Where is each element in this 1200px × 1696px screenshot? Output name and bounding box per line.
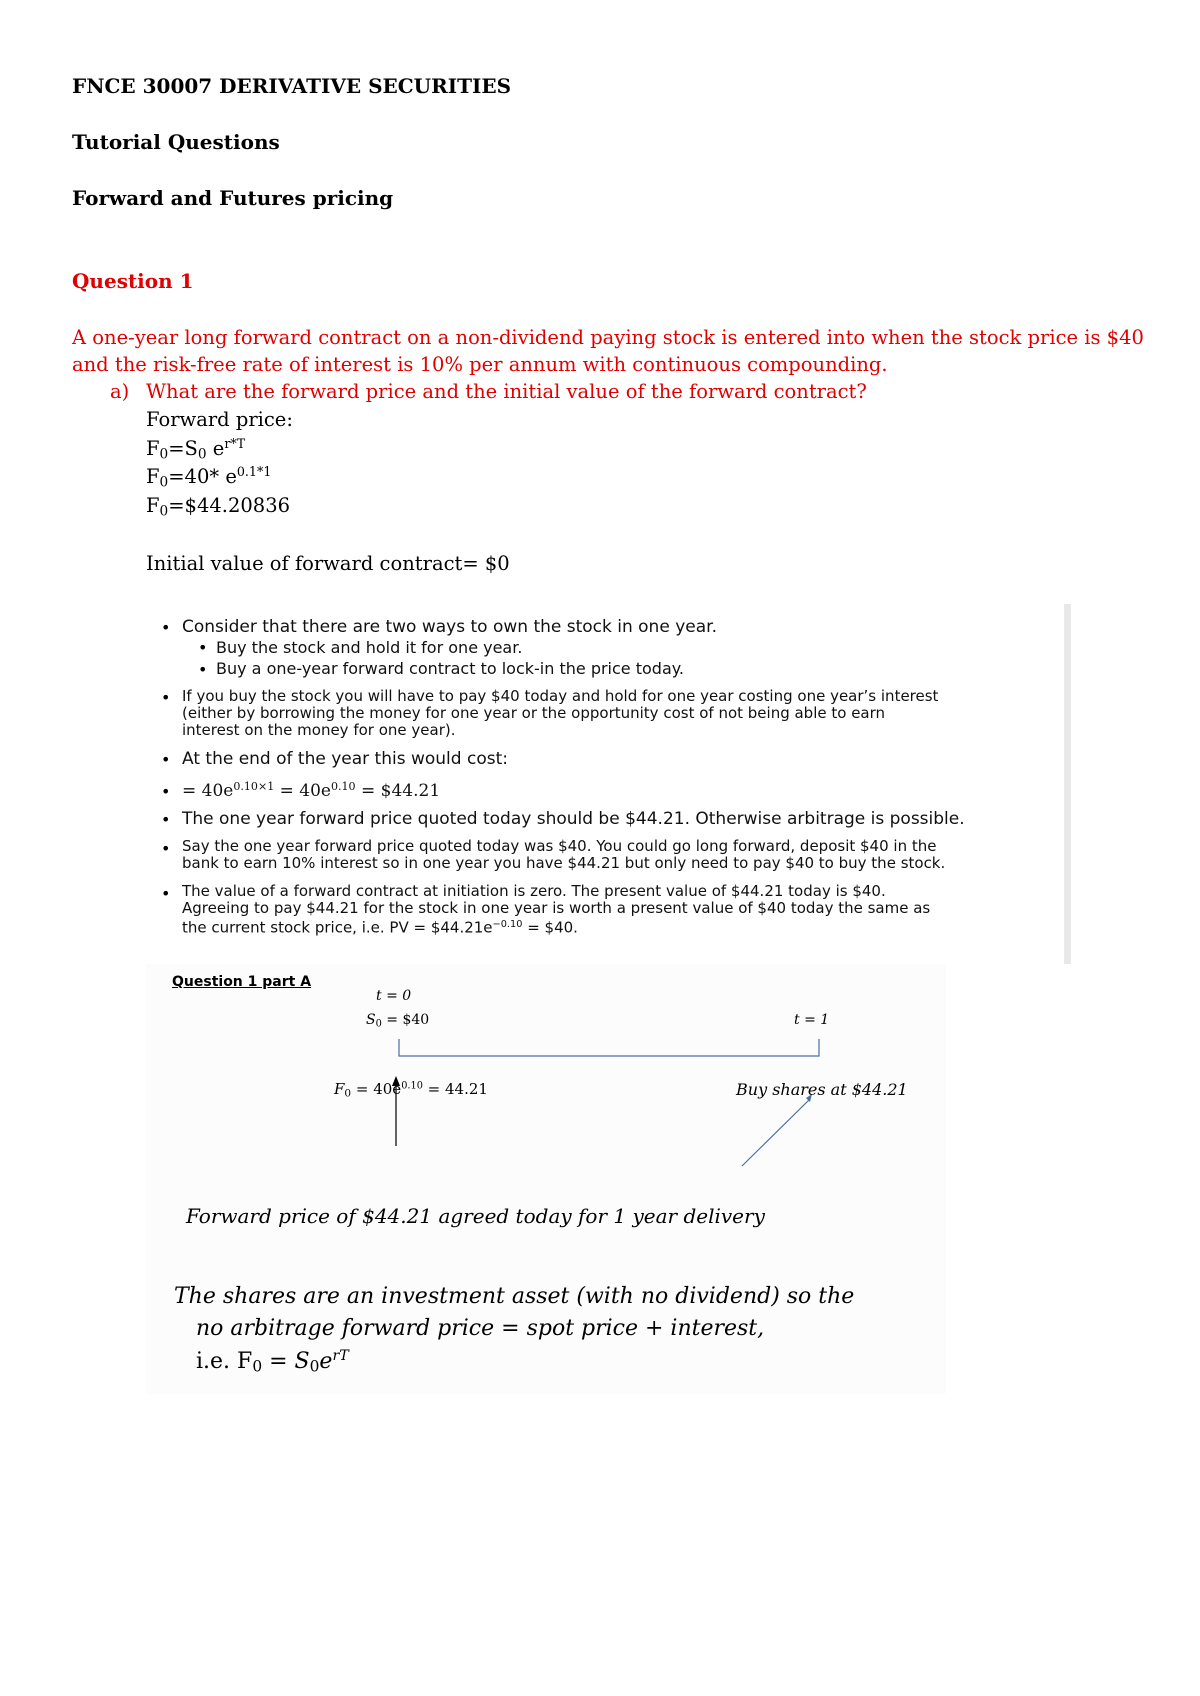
- forward-price-label: Forward price:: [146, 408, 293, 431]
- slide-bullet-2-line2: (either by borrowing the money for one year or the opportunity cost of not being able to earn: [182, 704, 886, 722]
- s0-label: $S_0$ = $40: [366, 1012, 430, 1030]
- conclusion-line3: i.e. $F_0 = S_0e^{rT}$: [196, 1348, 349, 1376]
- bullet-dot: •: [198, 660, 208, 679]
- buy-shares-label: Buy shares at $44.21: [736, 1080, 908, 1099]
- slide-edge: [1064, 604, 1071, 964]
- slide-bullet-1: Consider that there are two ways to own the stock in one year.: [182, 617, 717, 637]
- equation-3: $F_0=\$44.20836$: [146, 494, 291, 520]
- bullet-dot: •: [161, 618, 171, 637]
- slide-bullet-1a: Buy the stock and hold it for one year.: [216, 638, 523, 657]
- t0-label: t = 0: [376, 988, 412, 1004]
- bullet-dot: •: [161, 782, 171, 801]
- part-a-marker: a): [110, 380, 130, 403]
- slide-bullet-7-line3: the current stock price, i.e. PV = $\$44.21e^{-0.10}$ = $40.: [182, 918, 578, 937]
- conclusion-line1: The shares are an investment asset (with no dividend) so the: [174, 1284, 855, 1309]
- slide-bullet-6-line1: Say the one year forward price quoted today was $40. You could go long forward, deposit $40 in the: [182, 837, 937, 855]
- agreed-label: Forward price of $44.21 agreed today for 1 year delivery: [186, 1204, 765, 1228]
- diagonal-arrow: [742, 1099, 810, 1166]
- slide-bullet-5: The one year forward price quoted today should be $44.21. Otherwise arbitrage is possible.: [182, 809, 965, 829]
- timeline-axis: [399, 1039, 819, 1056]
- tutorial-heading: Tutorial Questions: [72, 130, 280, 154]
- question-title: Question 1: [72, 269, 194, 293]
- course-title: FNCE 30007 DERIVATIVE SECURITIES: [72, 74, 512, 98]
- question-text-line1: A one-year long forward contract on a non-dividend paying stock is entered into when the stock price is $40: [72, 326, 1144, 349]
- question-text-line2: and the risk-free rate of interest is 10% per annum with continuous compounding.: [72, 353, 888, 376]
- slide-bullet-6-line2: bank to earn 10% interest so in one year you have $44.21 but only need to pay $40 to buy the stock.: [182, 854, 946, 872]
- equation-1: $F_0=S_0$ $e^{r*T}$: [146, 436, 246, 463]
- slide-bullet-4-formula: = $40e^{0.10\times 1} = 40e^{0.10}$ = $44.21: [182, 780, 441, 802]
- bullet-dot: •: [161, 839, 171, 858]
- timeline-heading: Question 1 part A: [172, 974, 312, 990]
- bullet-dot: •: [198, 638, 208, 657]
- slide-bullet-1b: Buy a one-year forward contract to lock-in the price today.: [216, 659, 685, 678]
- slide-bullet-7-line1: The value of a forward contract at initiation is zero. The present value of $44.21 today is $40.: [182, 882, 886, 900]
- slide-bullet-3: At the end of the year this would cost:: [182, 749, 508, 769]
- part-a-question: What are the forward price and the initial value of the forward contract?: [146, 380, 867, 403]
- bullet-dot: •: [161, 750, 171, 769]
- equation-2: $F_0=40*$ $e^{0.1*1}$: [146, 464, 272, 491]
- t1-label: t = 1: [794, 1012, 830, 1028]
- bullet-dot: •: [161, 884, 171, 903]
- slide-bullet-7-line2: Agreeing to pay $44.21 for the stock in one year is worth a present value of $40 today the same as: [182, 899, 931, 917]
- bullet-dot: •: [161, 810, 171, 829]
- topic-heading: Forward and Futures pricing: [72, 186, 394, 210]
- f0-formula: $F_0 = 40e^{0.10} = 44.21$: [334, 1080, 488, 1100]
- initial-value-text: Initial value of forward contract= $0: [146, 552, 510, 575]
- conclusion-line2: no arbitrage forward price = spot price + interest,: [196, 1316, 765, 1341]
- slide-bullet-2-line3: interest on the money for one year).: [182, 721, 456, 739]
- bullet-dot: •: [161, 688, 171, 707]
- slide-bullet-2-line1: If you buy the stock you will have to pay $40 today and hold for one year costing one year’s interest: [182, 687, 939, 705]
